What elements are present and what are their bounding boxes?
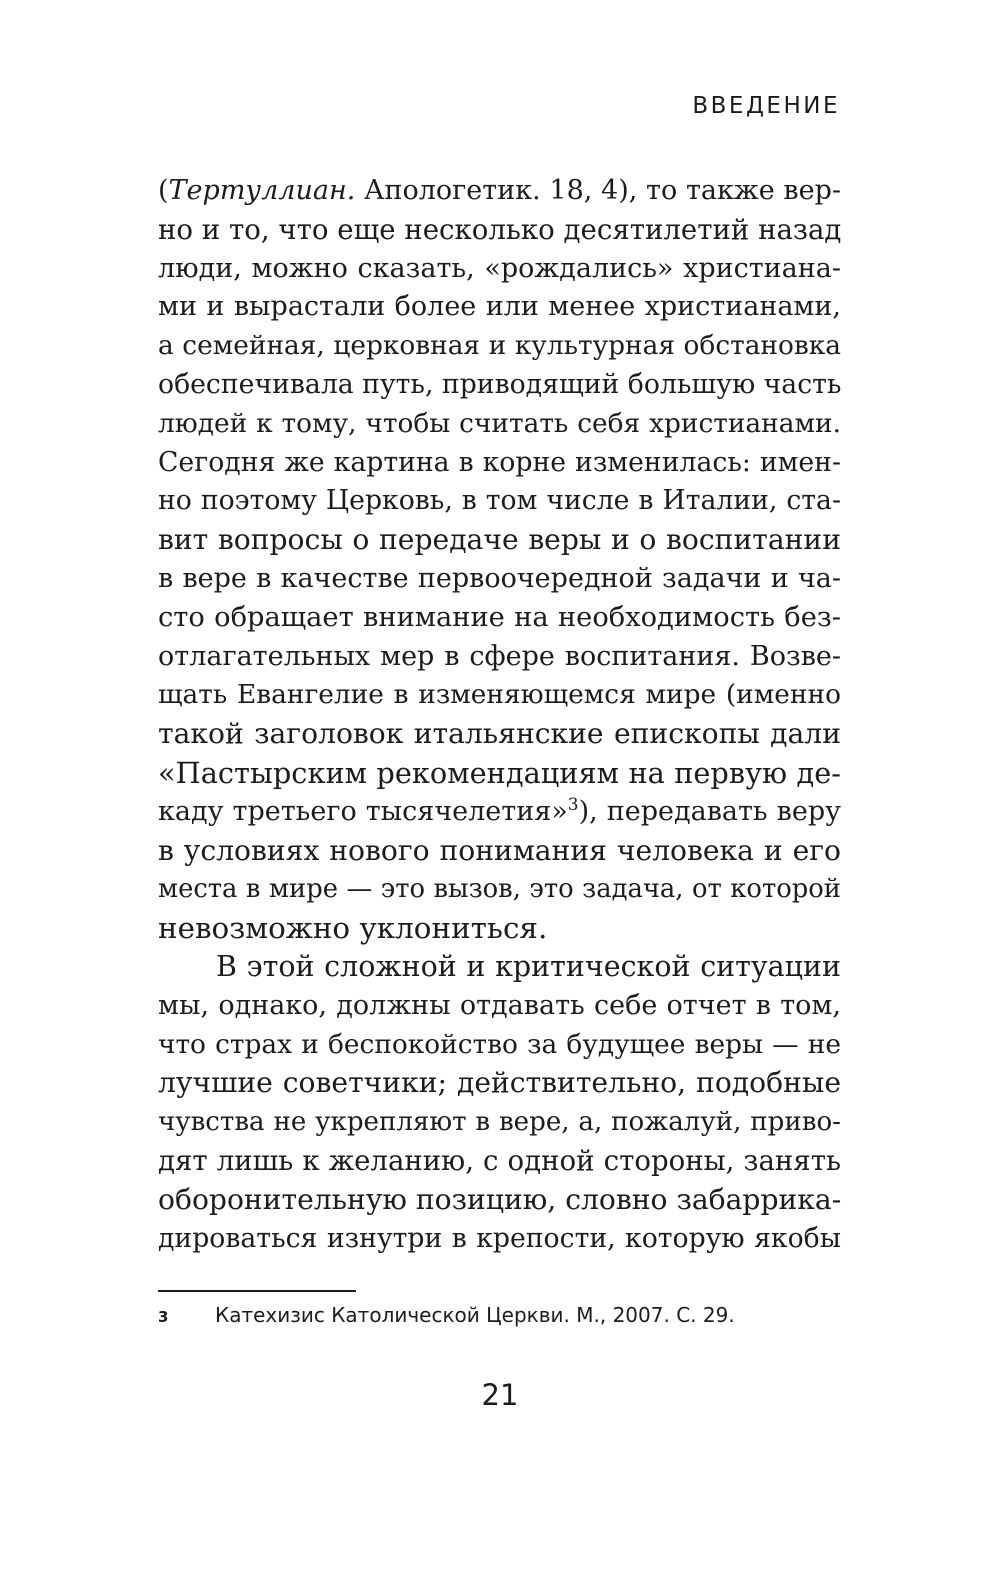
footnote-reference[interactable]: 3 <box>567 794 579 815</box>
text-line: щать Евангелие в изменяющемся мире (именно <box>158 679 841 711</box>
text-line: что страх и беспокойство за будущее веры — не <box>158 1028 841 1060</box>
text-line: в вере в качестве первоочередной задачи и ча- <box>158 562 841 594</box>
footnote-text: Катехизис Католической Церкви. М., 2007. С. 29. <box>215 1303 735 1327</box>
footnote-divider <box>158 1290 356 1292</box>
text-line: каду третьего тысячелетия»$^3$), передавать веру <box>158 794 841 827</box>
text-line: людей к тому, чтобы считать себя христианами. <box>158 407 841 439</box>
running-head: ВВЕДЕНИЕ <box>692 93 840 119</box>
text-line: чувства не укрепляют в вере, а, пожалуй, приво- <box>158 1107 841 1138</box>
text-line: вит вопросы о передаче веры и о воспитании <box>158 523 841 557</box>
main-text <box>158 172 841 1258</box>
text-line: а семейная, церковная и культурная обстановка <box>158 330 841 362</box>
text-line: лучшие советчики; действительно, подобные <box>158 1066 841 1100</box>
text-line: (Тертуллиан. Апологетик. 18, 4), то также вер- <box>158 175 841 206</box>
text-line: ми и вырастали более или менее христианами, <box>158 291 841 323</box>
text-line: люди, можно сказать, «рождались» христиана- <box>158 252 841 284</box>
text-line: невозможно уклониться. <box>158 911 548 946</box>
text-line: дироваться изнутри в крепости, которую якобы <box>158 1222 841 1254</box>
text-line: В этой сложной и критической ситуации <box>216 949 841 983</box>
text-line: места в мире — это вызов, это задача, от которой <box>158 874 841 905</box>
text-line: отлагательных мер в сфере воспитания. Возве- <box>158 640 841 672</box>
author-name: Тертуллиан. <box>168 175 356 206</box>
text-line: но и то, что еще несколько десятилетий назад <box>158 212 842 246</box>
text-line: «Пастырским рекомендациям на первую де- <box>158 755 841 790</box>
footnote-number: 3 <box>158 1308 169 1326</box>
text-line: такой заголовок итальянские епископы дали <box>158 717 841 751</box>
text-line: в условиях нового понимания человека и его <box>158 833 841 867</box>
text-line: мы, однако, должны отдавать себе отчет в том, <box>158 989 841 1021</box>
text-line: дят лишь к желанию, с одной стороны, занять <box>158 1143 841 1177</box>
text-line: сто обращает внимание на необходимость без- <box>158 601 841 633</box>
text-line: Сегодня же картина в корне изменилась: имен- <box>158 446 841 478</box>
page-number: 21 <box>481 1378 519 1412</box>
text-line: но поэтому Церковь, в том числе в Италии, ста- <box>158 485 841 517</box>
footnote <box>158 1303 735 1327</box>
text-line: оборонительную позицию, словно забаррика- <box>158 1182 842 1216</box>
text-line: обеспечивала путь, приводящий большую часть <box>158 368 842 400</box>
